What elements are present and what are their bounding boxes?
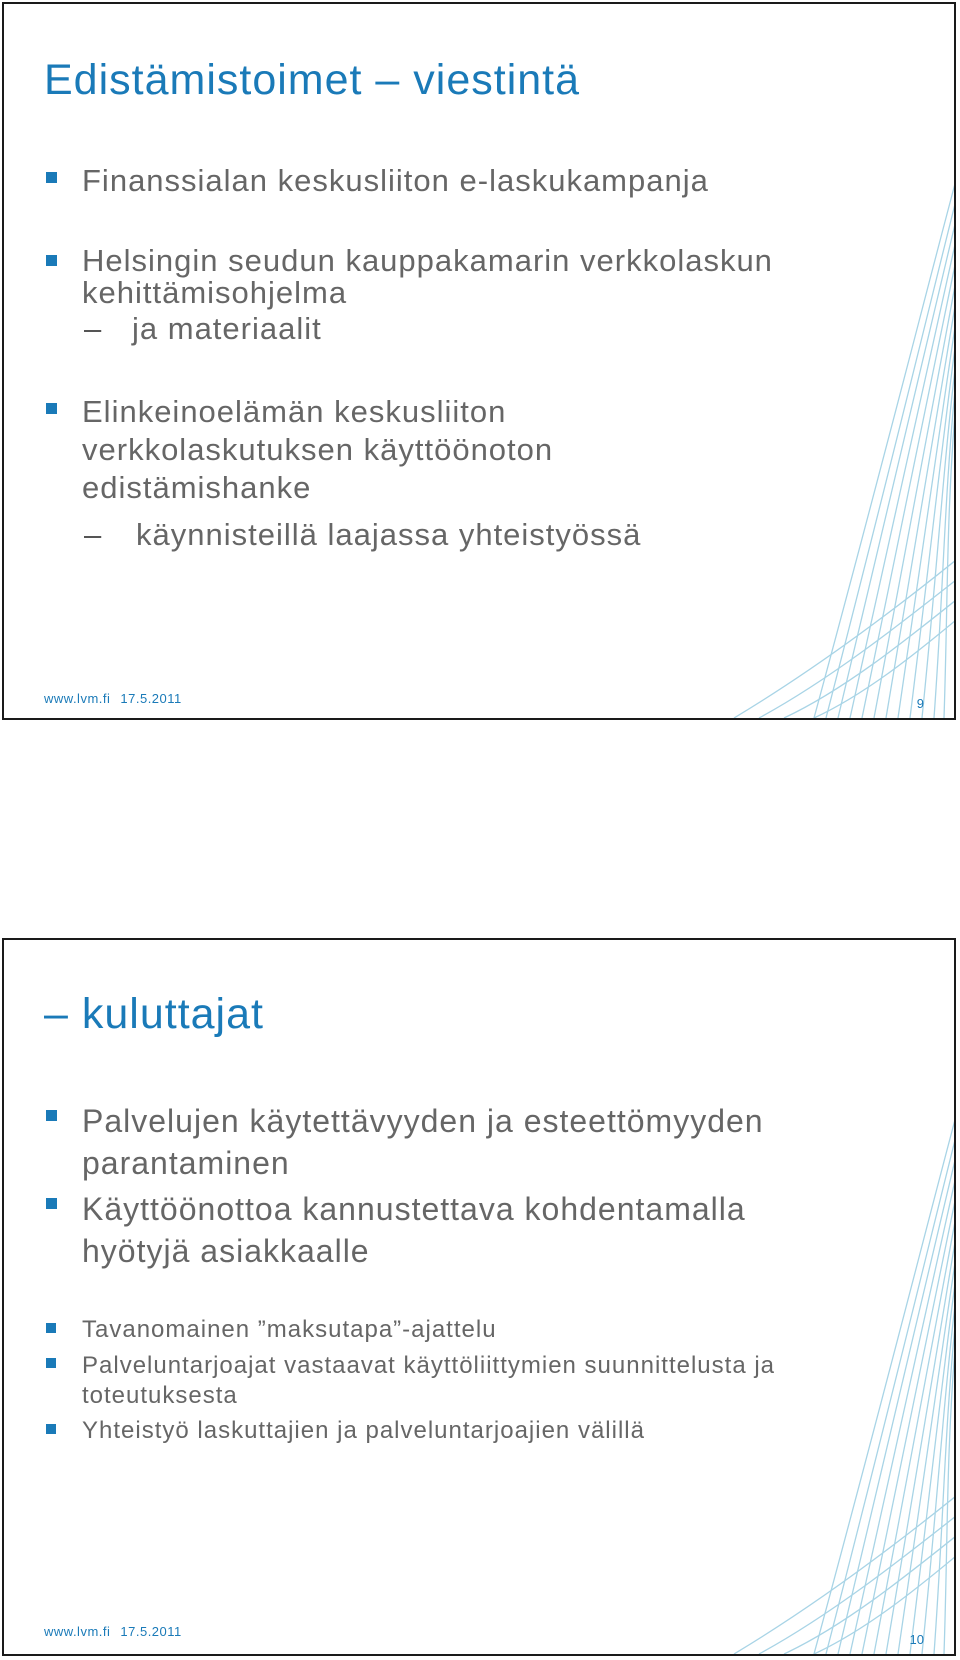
list-item — [44, 393, 644, 507]
square-bullet-icon — [46, 1198, 57, 1209]
list-item — [44, 245, 864, 309]
square-bullet-icon — [46, 1323, 56, 1333]
slide-body — [44, 162, 924, 553]
footer-url: www.lvm.fi — [44, 1624, 111, 1639]
slide-10 — [2, 938, 956, 1656]
footer — [44, 1624, 182, 1639]
list-item — [44, 1100, 864, 1184]
list-item — [44, 1351, 889, 1411]
slide-body — [44, 1100, 924, 1446]
square-bullet-icon — [46, 403, 57, 414]
list-item-text: Tavanomainen ”maksutapa”-ajattelu — [82, 1316, 497, 1343]
footer — [44, 691, 182, 706]
list-item-text: Finanssialan keskusliiton e-laskukampanja — [82, 163, 709, 198]
list-item — [44, 1417, 924, 1446]
list-item — [44, 1316, 924, 1345]
sub-item — [44, 311, 924, 347]
sub-item — [44, 517, 924, 553]
list-item — [44, 162, 924, 199]
slide-title: – kuluttajat — [44, 990, 264, 1038]
page-number: 10 — [909, 1632, 924, 1647]
list-item-text: Helsingin seudun kauppakamarin verkkolaskun kehittämisohjelma — [82, 243, 773, 311]
slide-title: Edistämistoimet – viestintä — [44, 56, 581, 104]
footer-date: 17.5.2011 — [120, 691, 182, 706]
square-bullet-icon — [46, 172, 57, 183]
list-item-text: Yhteistyö laskuttajien ja palveluntarjoajien välillä — [82, 1416, 645, 1444]
slide-9 — [2, 2, 956, 720]
square-bullet-icon — [46, 1110, 57, 1121]
sub-item-text: ja materiaalit — [132, 311, 322, 347]
page-number: 9 — [916, 696, 924, 711]
footer-url: www.lvm.fi — [44, 691, 111, 706]
square-bullet-icon — [46, 255, 57, 266]
square-bullet-icon — [46, 1358, 56, 1368]
list-item-text: Palvelujen käytettävyyden ja esteettömyyden parantaminen — [82, 1103, 764, 1181]
list-item — [44, 1188, 844, 1272]
dash-marker: – — [84, 517, 103, 553]
list-item-text: Palveluntarjoajat vastaavat käyttöliittymien suunnittelusta ja toteutuksesta — [82, 1351, 776, 1409]
sub-item-text: käynnisteillä laajassa yhteistyössä — [136, 517, 642, 553]
list-item-text: Elinkeinoelämän keskusliiton verkkolaskutuksen käyttöönoton edistämishanke — [82, 394, 554, 506]
footer-date: 17.5.2011 — [120, 1624, 182, 1639]
square-bullet-icon — [46, 1424, 56, 1434]
list-item-text: Käyttöönottoa kannustettava kohdentamalla hyötyjä asiakkaalle — [82, 1191, 746, 1269]
dash-marker: – — [84, 311, 103, 347]
